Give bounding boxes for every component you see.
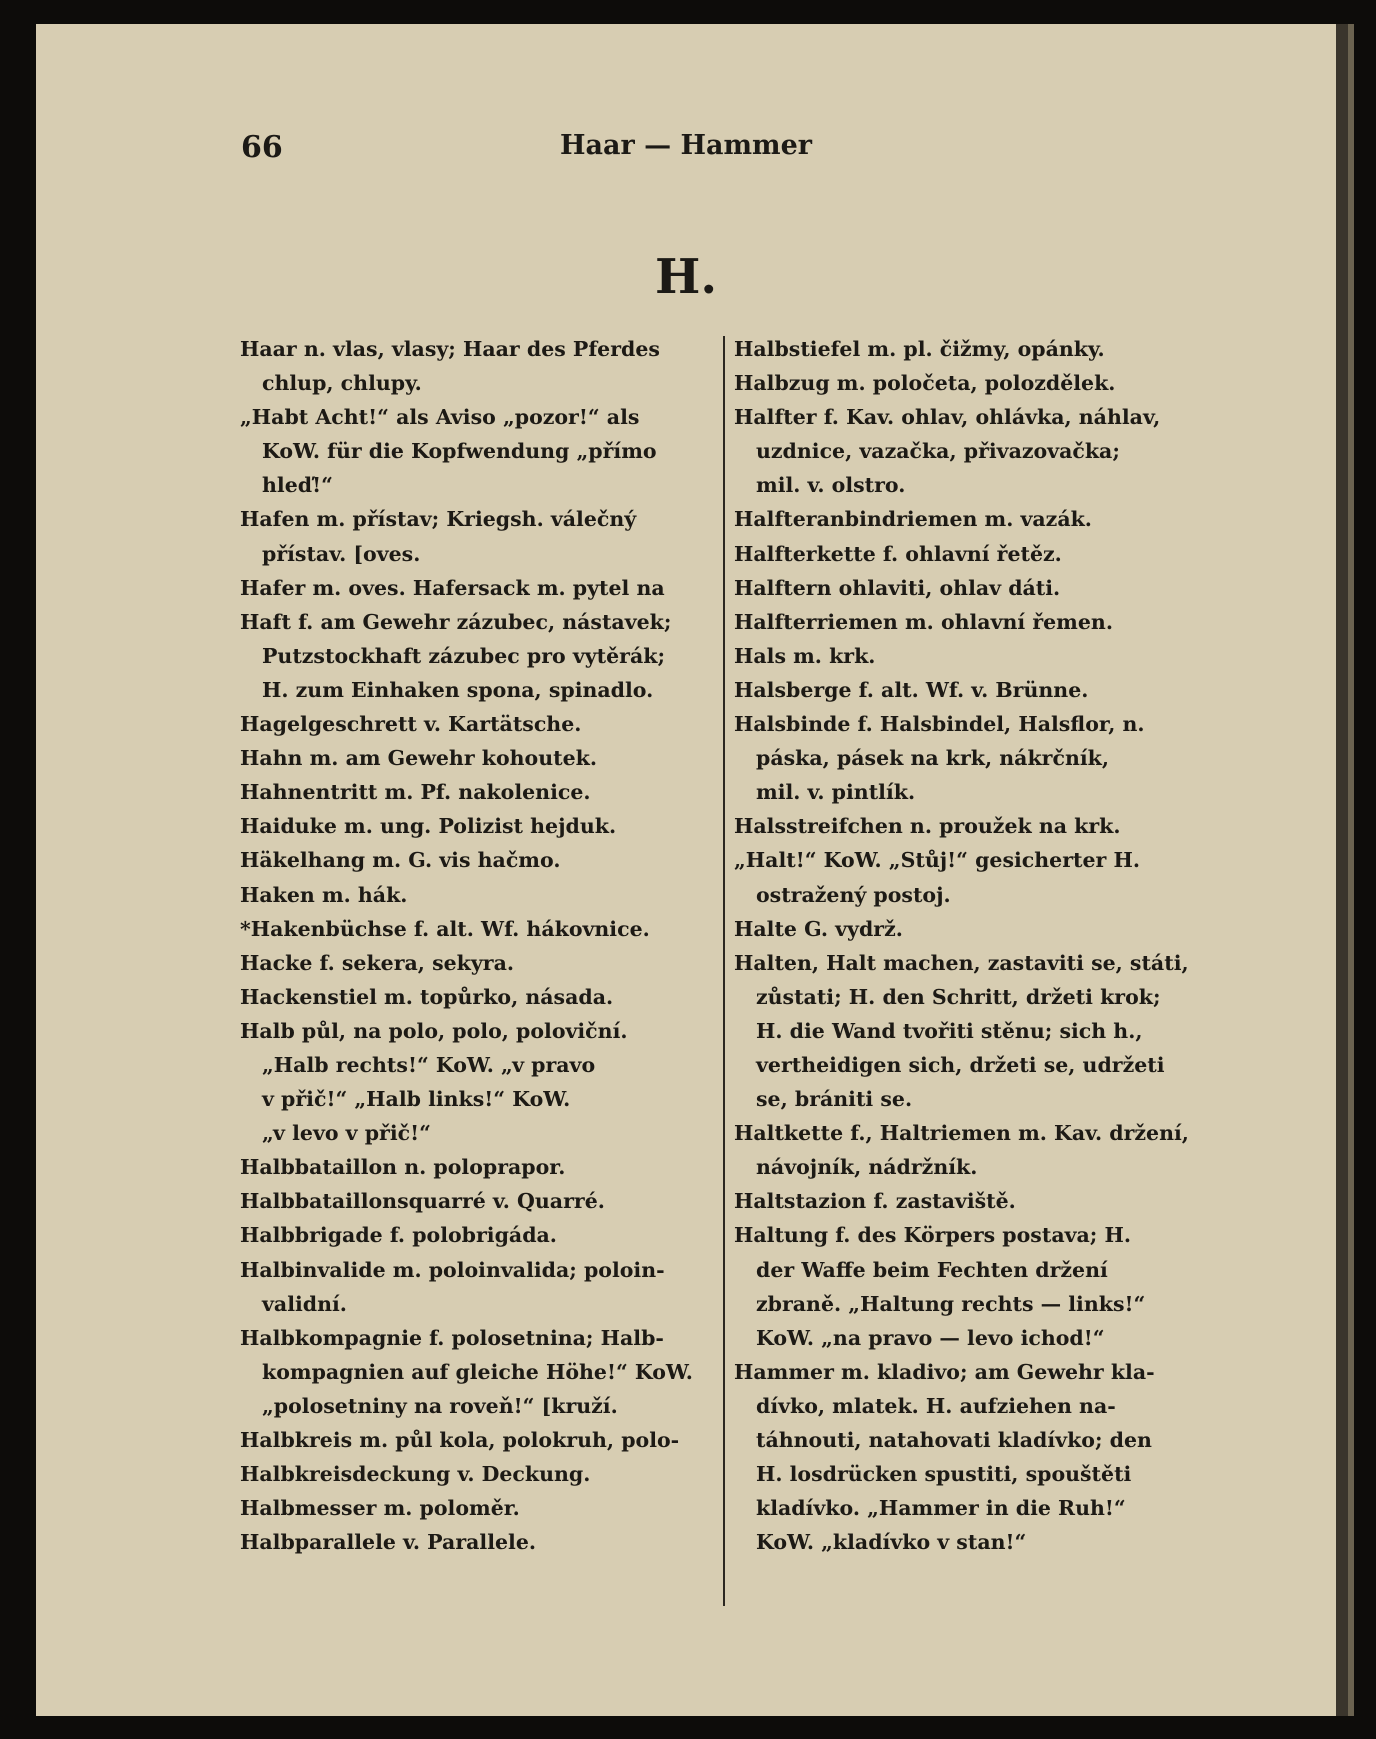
entry-line: Halbstiefel m. pl. čižmy, opánky. (734, 337, 1105, 361)
entry-line: Hackenstiel m. topůrko, násada. (240, 984, 614, 1009)
entry-line: Putzstockhaft zázubec pro vytěrák; (262, 643, 666, 668)
entry-line: Halbbataillonsquarré v. Quarré. (240, 1189, 605, 1214)
left-column (240, 332, 740, 1559)
entry-line: Halsberge f. alt. Wf. v. Brünne. (734, 677, 1089, 702)
entry-line: Haltung f. des Körpers postava; H. (734, 1223, 1132, 1248)
entry-line: Halbinvalide m. poloinvalida; poloin- (240, 1257, 665, 1282)
entry-line: Halbkreisdeckung v. Deckung. (240, 1462, 591, 1487)
entry-line: Hagelgeschrett v. Kartätsche. (240, 712, 582, 737)
entry-line: Halfterkette f. ohlavní řetěz. (734, 541, 1062, 566)
entry-line: uzdnice, vazačka, přivazovačka; (756, 439, 1120, 464)
entry-line: Halsbinde f. Halsbindel, Halsflor, n. (734, 712, 1145, 737)
entry-line: dívko, mlatek. H. aufziehen na- (756, 1393, 1116, 1418)
entry-line: Halbzug m. poločeta, polozdělek. (734, 371, 1116, 396)
entry-line: zbraně. „Haltung rechts — links!“ (756, 1291, 1146, 1316)
entry-line: Halbparallele v. Parallele. (240, 1530, 536, 1555)
entry-line: Hals m. krk. (734, 643, 876, 668)
entry-line: Halte G. vydrž. (734, 916, 903, 941)
entry-line: Halftern ohlaviti, ohlav dáti. (734, 575, 1061, 600)
entry-line: Halbkompagnie f. polosetnina; Halb- (240, 1325, 664, 1350)
entry-line: KoW. „na pravo — levo ichod!“ (756, 1325, 1105, 1350)
entry-line: kompagnien auf gleiche Höhe!“ KoW. (262, 1359, 693, 1384)
entry-line: návojník, nádržník. (756, 1155, 978, 1180)
entry-line: zůstati; H. den Schritt, držeti krok; (756, 984, 1161, 1009)
entry-line: hleď!“ (262, 473, 333, 498)
entry-line: Hahnentritt m. Pf. nakolenice. (240, 780, 591, 805)
entry-line: táhnouti, natahovati kladívko; den (756, 1428, 1152, 1452)
entry-line: „v levo v přič!“ (262, 1121, 431, 1146)
entry-line: Haltstazion f. zastaviště. (734, 1189, 1016, 1214)
entry-line: Halfterriemen m. ohlavní řemen. (734, 609, 1113, 634)
entry-line: Halb půl, na polo, polo, poloviční. (240, 1018, 628, 1043)
entry-line: Haken m. hák. (240, 882, 408, 907)
entry-line: *Hakenbüchse f. alt. Wf. hákovnice. (240, 916, 650, 941)
entry-line: Halbbataillon n. poloprapor. (240, 1155, 566, 1180)
entry-line: validní. (262, 1291, 347, 1316)
entry-line: chlup, chlupy. (262, 371, 422, 396)
entry-line: Hafen m. přístav; Kriegsh. válečný (240, 507, 637, 532)
entry-line: Halfteranbindriemen m. vazák. (734, 507, 1092, 532)
entry-line: Haiduke m. ung. Polizist hejduk. (240, 814, 617, 839)
entry-line: Häkelhang m. G. vis hačmo. (240, 848, 561, 873)
entry-line: mil. v. pintlík. (756, 780, 916, 805)
entry-line: Haar n. vlas, vlasy; Haar des Pferdes (240, 337, 660, 361)
entry-line: Halbkreis m. půl kola, polokruh, polo- (240, 1428, 680, 1452)
entry-line: vertheidigen sich, držeti se, udržeti (756, 1052, 1165, 1077)
entry-line: „Halb rechts!“ KoW. „v pravo (262, 1052, 596, 1077)
entry-line: H. zum Einhaken spona, spinadlo. (262, 677, 654, 702)
entry-line: Hahn m. am Gewehr kohoutek. (240, 746, 597, 771)
entry-line: H. die Wand tvořiti stěnu; sich h., (756, 1018, 1143, 1043)
page-number: 66 (241, 130, 283, 165)
right-column (734, 332, 1238, 1559)
page-header (36, 130, 1336, 170)
entry-line: ostražený postoj. (756, 882, 951, 907)
entry-line: v přič!“ „Halb links!“ KoW. (262, 1087, 571, 1112)
entry-line: Hafer m. oves. Hafersack m. pytel na (240, 575, 665, 600)
entry-line: přístav. [oves. (262, 541, 421, 566)
entry-line: Halfter f. Kav. ohlav, ohlávka, náhlav, (734, 405, 1161, 430)
entry-line: „Habt Acht!“ als Aviso „pozor!“ als (240, 405, 640, 430)
entry-line: KoW. für die Kopfwendung „přímo (262, 439, 657, 464)
entry-line: Halbbrigade f. polobrigáda. (240, 1223, 557, 1248)
section-letter: H. (654, 249, 718, 305)
entry-line: H. losdrücken spustiti, spouštěti (756, 1462, 1132, 1487)
running-head: Haar — Hammer (559, 130, 813, 161)
entry-line: Hacke f. sekera, sekyra. (240, 950, 514, 975)
entry-line: „polosetniny na roveň!“ [kruží. (262, 1393, 618, 1418)
entry-line: páska, pásek na krk, nákrčník, (756, 746, 1109, 771)
entry-line: se, brániti se. (756, 1087, 913, 1112)
entry-line: Halsstreifchen n. proužek na krk. (734, 814, 1121, 839)
entry-line: KoW. „kladívko v stan!“ (756, 1530, 1027, 1555)
entry-line: „Halt!“ KoW. „Stůj!“ gesicherter H. (734, 848, 1140, 873)
column-divider (723, 336, 725, 1606)
entry-line: Halten, Halt machen, zastaviti se, státi, (734, 950, 1189, 975)
dictionary-page (36, 24, 1354, 1716)
entry-line: kladívko. „Hammer in die Ruh!“ (756, 1496, 1126, 1521)
entry-line: Haft f. am Gewehr zázubec, nástavek; (240, 609, 672, 634)
entry-line: mil. v. olstro. (756, 473, 906, 498)
entry-line: der Waffe beim Fechten držení (756, 1257, 1108, 1282)
entry-line: Hammer m. kladivo; am Gewehr kla- (734, 1359, 1155, 1384)
entry-line: Halbmesser m. poloměr. (240, 1496, 520, 1521)
entry-line: Haltkette f., Haltriemen m. Kav. držení, (734, 1121, 1189, 1146)
